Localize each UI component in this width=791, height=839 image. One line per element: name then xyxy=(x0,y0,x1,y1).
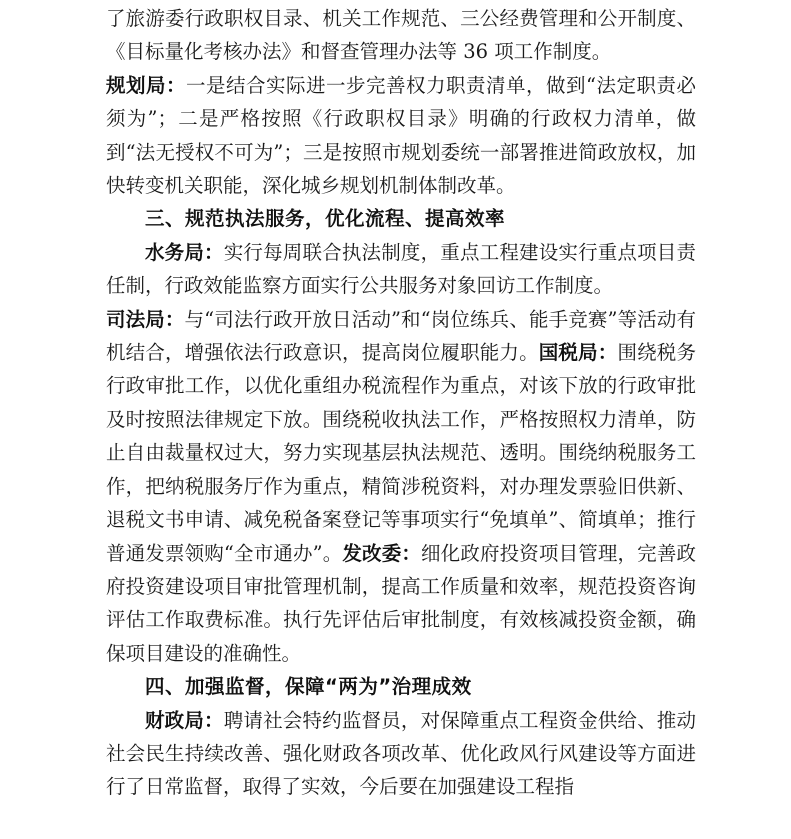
paragraph-planning-bureau xyxy=(106,69,696,203)
paragraph-water-bureau xyxy=(106,236,696,303)
paragraph-text: 与“司法行政开放日活动”和“岗位练兵、能手竞赛”等活动有机结合，增强依法行政意识，提高岗位履职能力。 xyxy=(106,307,696,365)
document-page xyxy=(106,2,696,804)
paragraph-tourism-rules xyxy=(106,2,696,69)
paragraph-text: 聘请社会特约监督员，对保障重点工程资金供给、推动社会民生持续改善、强化财政各项改革、优化政风行风建设等方面进行了日常监督，取得了实效，今后要在加强建设工程指 xyxy=(106,708,696,799)
department-label: 国税局： xyxy=(538,341,618,365)
department-label: 规划局： xyxy=(106,73,187,97)
section-heading-4: 四、加强监督，保障“两为”治理成效 xyxy=(145,675,472,699)
paragraph-finance-bureau xyxy=(106,704,696,804)
paragraph-text: 细化政府投资项目管理，完善政府投资建设项目审批管理机制，提高工作质量和效率，规范投资咨询评估工作取费标准。执行先评估后审批制度，有效核减投资金额，确保项目建设的准确性。 xyxy=(106,541,696,665)
paragraph-text: 了旅游委行政职权目录、机关工作规范、三公经费管理和公开制度、《目标量化考核办法》和督查管理办法等 36 项工作制度。 xyxy=(106,7,696,64)
department-label: 发改委： xyxy=(342,541,422,565)
department-label: 司法局： xyxy=(106,307,185,331)
department-label: 财政局： xyxy=(145,708,224,732)
paragraph-justice-tax-development xyxy=(106,303,696,670)
paragraph-text: 一是结合实际进一步完善权力职责清单，做到“法定职责必须为”；二是严格按照《行政职权目录》明确的行政权力清单，做到“法无授权不可为”；三是按照市规划委统一部署推进简政放权，加快转变机关职能，深化城乡规划机制体制改革。 xyxy=(106,73,696,198)
section-heading-3: 三、规范执法服务，优化流程、提高效率 xyxy=(145,207,506,231)
paragraph-text: 围绕税务行政审批工作，以优化重组办税流程作为重点，对该下放的行政审批及时按照法律规定下放。围绕税收执法工作，严格按照权力清单，防止自由裁量权过大，努力实现基层执法规范、透明。围绕纳税服务工作，把纳税服务厅作为重点，精简涉税资料，对办理发票验旧供新、退税文书申请、减免税备案登记等事项实行“免填单”、简填单；推行普通发票领购“全市通办”。 xyxy=(106,341,696,565)
department-label: 水务局： xyxy=(145,240,224,264)
paragraph-text: 实行每周联合执法制度，重点工程建设实行重点项目责任制，行政效能监察方面实行公共服务对象回访工作制度。 xyxy=(106,240,696,298)
